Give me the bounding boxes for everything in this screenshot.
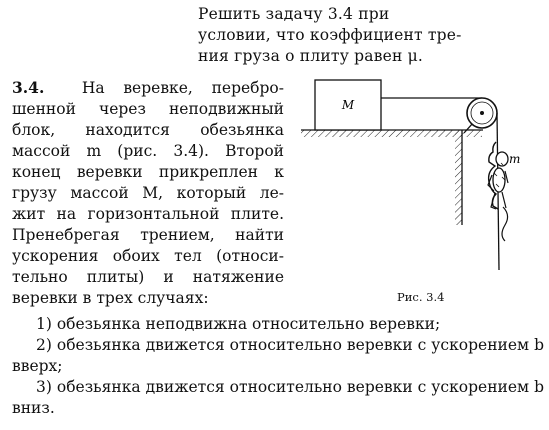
case-line: 2) обезьянка движется относительно веревки с ускорением b	[36, 336, 544, 354]
problem-line: ускорения обоих тел (относи-	[12, 247, 284, 265]
header-note	[198, 4, 540, 67]
problem-line: массой m (рис. 3.4). Второй	[12, 142, 284, 160]
problem-text	[12, 77, 284, 309]
case-line: вниз.	[12, 399, 55, 417]
header-line: ния груза о плиту равен μ.	[198, 47, 424, 65]
table-surface	[301, 130, 483, 225]
block-M-label: M	[341, 98, 355, 112]
problem-line: жит на горизонтальной плите.	[12, 205, 284, 223]
figure-caption: Рис. 3.4	[397, 290, 445, 304]
problem-line: грузу массой M, который ле-	[12, 184, 284, 202]
problem-line: 3.4. На веревке, перебро-	[12, 78, 284, 97]
case-line: 1) обезьянка неподвижна относительно веревки;	[36, 315, 441, 333]
cases-list	[12, 314, 544, 419]
problem-line: веревки в трех случаях:	[12, 289, 209, 307]
case-line: 3) обезьянка движется относительно веревки с ускорением b	[36, 378, 544, 396]
case-line: вверх;	[12, 357, 63, 375]
problem-line: тельно плиты) и натяжение	[12, 268, 284, 286]
header-line: условии, что коэффициент тре-	[198, 26, 462, 44]
monkey-m-label: m	[509, 152, 521, 166]
problem-line: конец веревки прикреплен к	[12, 163, 284, 181]
problem-line: Пренебрегая трением, найти	[12, 226, 284, 244]
problem-line: блок, находится обезьянка	[12, 121, 284, 139]
header-line: Решить задачу 3.4 при	[198, 5, 390, 23]
problem-number: 3.4.	[12, 78, 45, 97]
figure-pulley-diagram	[296, 67, 541, 297]
pulley-axle	[480, 111, 484, 115]
problem-line: шенной через неподвижный	[12, 100, 284, 118]
